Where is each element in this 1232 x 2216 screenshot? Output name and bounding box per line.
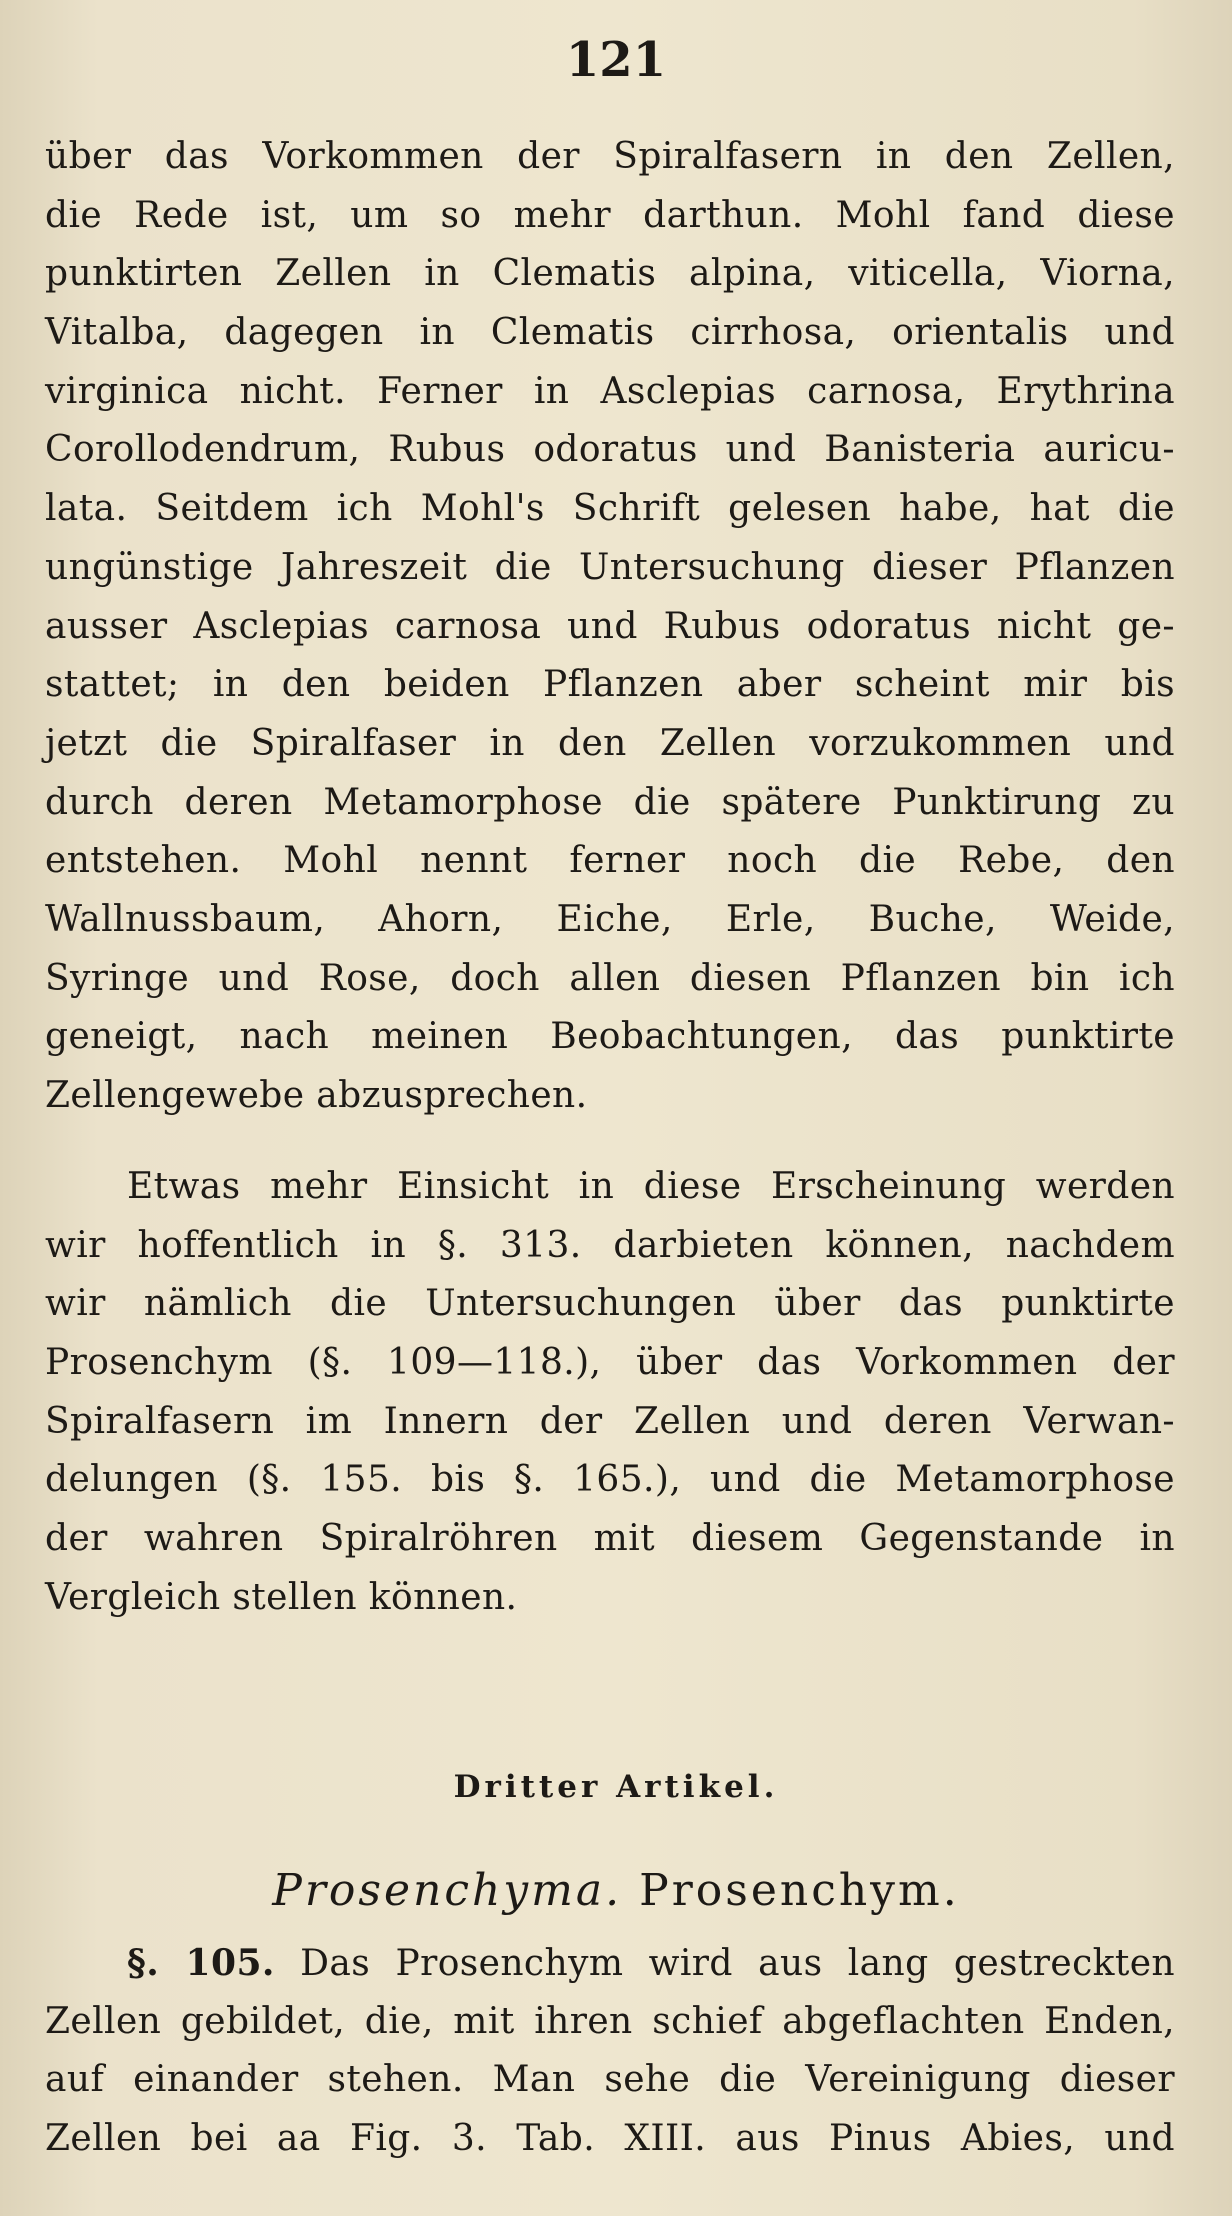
- text-line: auf einander stehen. Man sehe die Vereinigung dieser: [45, 2059, 1175, 2101]
- text-line: Etwas mehr Einsicht in diese Erscheinung werden: [127, 1166, 1175, 1207]
- text-line: lata. Seitdem ich Mohl's Schrift gelesen habe, hat die: [45, 488, 1175, 530]
- text-line: Zellen bei aa Fig. 3. Tab. XIII. aus Pinus Abies, und: [45, 2118, 1175, 2160]
- text-line: Corollodendrum, Rubus odoratus und Banisteria auricu-: [45, 429, 1175, 471]
- text-line: punktirten Zellen in Clematis alpina, viticella, Viorna,: [45, 253, 1175, 295]
- section-title-latin: Prosenchyma.: [272, 1865, 623, 1916]
- text-line: Spiralfasern im Innern der Zellen und deren Verwan-: [45, 1400, 1175, 1442]
- paragraph-further-insight: [45, 1158, 1175, 1628]
- text-line: ausser Asclepias carnosa und Rubus odoratus nicht ge-: [45, 605, 1175, 647]
- text-line: Zellengewebe abzusprechen.: [45, 1075, 588, 1116]
- text-line: Syringe und Rose, doch allen diesen Pflanzen bin ich: [45, 957, 1175, 999]
- text-line: geneigt, nach meinen Beobachtungen, das punktirte: [45, 1016, 1175, 1058]
- text-line: Zellen gebildet, die, mit ihren schief abgeflachten Enden,: [45, 2000, 1175, 2042]
- section-mark: §. 105.: [127, 1942, 275, 1984]
- section-title: [0, 1858, 1232, 1924]
- text-line: Vitalba, dagegen in Clematis cirrhosa, orientalis und: [45, 312, 1175, 354]
- text-line: jetzt die Spiralfaser in den Zellen vorzukommen und: [45, 722, 1175, 764]
- paragraph-spiral-fibers: [45, 128, 1175, 1126]
- text-line: Wallnussbaum, Ahorn, Eiche, Erle, Buche, Weide,: [45, 898, 1175, 940]
- text-line: wir hoffentlich in §. 313. darbieten können, nachdem: [45, 1224, 1175, 1266]
- page-number: 121: [565, 32, 667, 88]
- text-line: virginica nicht. Ferner in Asclepias carnosa, Erythrina: [45, 370, 1175, 412]
- text-line: entstehen. Mohl nennt ferner noch die Rebe, den: [45, 840, 1175, 882]
- section-title-german: Prosenchym.: [639, 1865, 960, 1916]
- text-line: der wahren Spiralröhren mit diesem Gegenstande in: [45, 1518, 1175, 1560]
- paragraph-prosenchym: [45, 1934, 1175, 2169]
- text-line: Vergleich stellen können.: [45, 1576, 518, 1618]
- text-line: über das Vorkommen der Spiralfasern in den Zellen,: [45, 136, 1175, 177]
- text-line: die Rede ist, um so mehr darthun. Mohl fand diese: [45, 194, 1175, 236]
- text-line: wir nämlich die Untersuchungen über das punktirte: [45, 1283, 1175, 1325]
- text-line: stattet; in den beiden Pflanzen aber scheint mir bis: [45, 664, 1175, 706]
- text-line: durch deren Metamorphose die spätere Punktirung zu: [45, 781, 1175, 823]
- text-line: Prosenchym (§. 109—118.), über das Vorkommen der: [45, 1342, 1175, 1384]
- text-line: ungünstige Jahreszeit die Untersuchung dieser Pflanzen: [45, 546, 1175, 588]
- article-heading: Dritter Artikel.: [453, 1769, 779, 1805]
- text-line-first: [45, 1934, 1175, 1993]
- text-line-rest: Das Prosenchym wird aus lang gestreckten: [300, 1943, 1176, 1984]
- text-line: delungen (§. 155. bis §. 165.), und die Metamorphose: [45, 1459, 1175, 1501]
